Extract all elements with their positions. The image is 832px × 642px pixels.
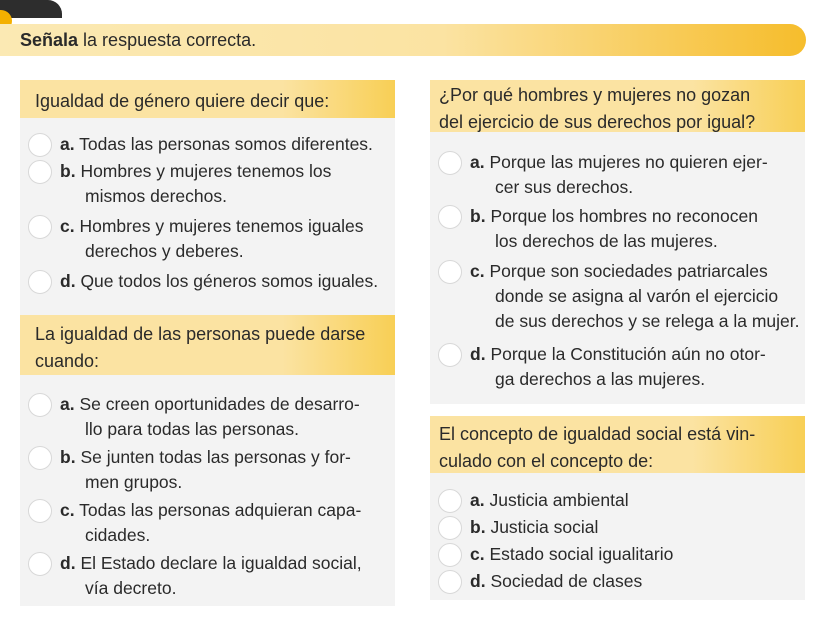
q4-option-d-radio[interactable] [438, 570, 462, 594]
q4-title-line2: culado con el concepto de: [439, 451, 654, 471]
q1-option-b: b. Hombres y mujeres tenemos los mismos derechos. [60, 161, 332, 206]
q2-title-line1: La igualdad de las personas puede darse [35, 324, 366, 344]
q2-title [20, 315, 395, 375]
q3-title-line1: ¿Por qué hombres y mujeres no gozan [439, 85, 751, 105]
q4-option-c-radio[interactable] [438, 543, 462, 567]
q1-option-b-radio[interactable] [28, 160, 52, 184]
instruction-text [20, 30, 256, 51]
q4-title-line1: El concepto de igualdad social está vin- [439, 424, 756, 444]
q1-option-d-radio[interactable] [28, 270, 52, 294]
q3-option-c-radio[interactable] [438, 260, 462, 284]
q1-title-text: Igualdad de género quiere decir que: [35, 91, 330, 111]
q2-option-c: c. Todas las personas adquieran capa- cidades. [60, 500, 362, 545]
q4-option-c: c. Estado social igualitario [470, 544, 674, 564]
q2-option-d: d. El Estado declare la igualdad social, vía decreto. [60, 553, 362, 598]
instruction-bold: Señala [20, 30, 79, 50]
q3-option-d: d. Porque la Constitución aún no otor- ga derechos a las mujeres. [470, 344, 766, 389]
q4-option-d: d. Sociedad de clases [470, 571, 643, 591]
q2-option-b-radio[interactable] [28, 446, 52, 470]
q1-option-a: a. Todas las personas somos diferentes. [60, 134, 373, 154]
q4-option-b-radio[interactable] [438, 516, 462, 540]
q3-option-c: c. Porque son sociedades patriarcales donde se asigna al varón el ejercicio de sus derechos y se relega a la mujer. [470, 261, 800, 331]
q2-title-line2: cuando: [35, 351, 100, 371]
q2-option-b: b. Se junten todas las personas y for- men grupos. [60, 447, 351, 492]
instruction-rest: la respuesta correcta. [78, 30, 257, 50]
q4-title [430, 416, 805, 473]
q1-option-c-radio[interactable] [28, 215, 52, 239]
q4-option-a-radio[interactable] [438, 489, 462, 513]
q3-option-b: b. Porque los hombres no reconocen los derechos de las mujeres. [470, 206, 758, 251]
instruction-bar [0, 24, 806, 56]
q3-option-a-radio[interactable] [438, 151, 462, 175]
q3-option-d-radio[interactable] [438, 343, 462, 367]
q2-option-a-radio[interactable] [28, 393, 52, 417]
q1-option-a-radio[interactable] [28, 133, 52, 157]
q3-option-b-radio[interactable] [438, 205, 462, 229]
q4-option-b: b. Justicia social [470, 517, 599, 537]
q3-option-a: a. Porque las mujeres no quieren ejer- cer sus derechos. [470, 152, 768, 197]
q4-option-a: a. Justicia ambiental [470, 490, 629, 510]
q1-title [20, 80, 395, 118]
q2-option-d-radio[interactable] [28, 552, 52, 576]
q1-option-d: d. Que todos los géneros somos iguales. [60, 271, 379, 291]
q2-option-c-radio[interactable] [28, 499, 52, 523]
q3-title [430, 80, 805, 132]
q1-option-c: c. Hombres y mujeres tenemos iguales derechos y deberes. [60, 216, 364, 261]
q3-title-line2: del ejercicio de sus derechos por igual? [439, 112, 756, 132]
q2-option-a: a. Se creen oportunidades de desarro- llo para todas las personas. [60, 394, 360, 439]
